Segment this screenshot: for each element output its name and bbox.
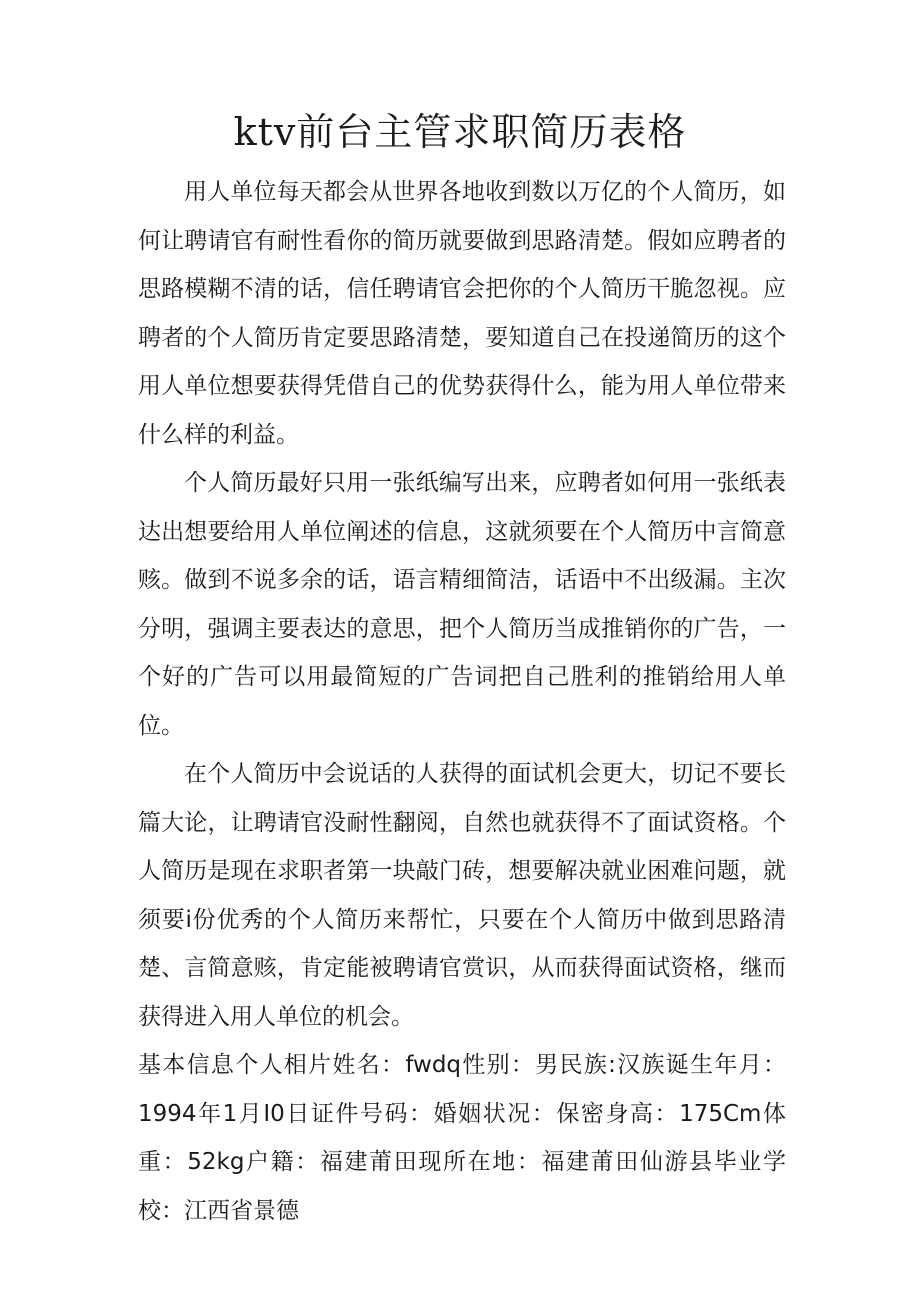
document-title: ktv前台主管求职简历表格 (233, 110, 687, 154)
paragraph-interview: 在个人简历中会说话的人获得的面试机会更大，切记不要长篇大论，让聘请官没耐性翻阅，自然也就获得不了面试资格。个人简历是现在求职者第一块敲门砖，想要解决就业困难问题，就须要i份优秀的个人简历来帮忙，只要在个人简历中做到思路清楚、言简意赅，肯定能被聘请官赏识，从而获得面试资格，继而获得进入用人单位的机会。 (138, 761, 786, 1030)
paragraph-basic-info: 基本信息个人相片姓名：fwdq性别：男民族:汉族诞生年月：1994年1月I0日证件号码：婚姻状况：保密身高：175Cm体重：52kg户籍：福建莆田现所在地：福建莆田仙游县毕业学校：江西省景德 (138, 1052, 786, 1224)
document-body (138, 168, 786, 1235)
paragraph-intro: 用人单位每天都会从世界各地收到数以万亿的个人简历，如何让聘请官有耐性看你的简历就要做到思路清楚。假如应聘者的思路模糊不清的话，信任聘请官会把你的个人简历干脆忽视。应聘者的个人简历肯定要思路清楚，要知道自己在投递简历的这个用人单位想要获得凭借自己的优势获得什么，能为用人单位带来什么样的利益。 (138, 179, 786, 448)
paragraph-one-page: 个人简历最好只用一张纸编写出来，应聘者如何用一张纸表达出想要给用人单位阐述的信息，这就须要在个人简历中言简意赅。做到不说多余的话，语言精细简洁，话语中不出级漏。主次分明，强调主要表达的意思，把个人简历当成推销你的广告，一个好的广告可以用最简短的广告词把自己胜利的推销给用人单位。 (138, 470, 786, 739)
